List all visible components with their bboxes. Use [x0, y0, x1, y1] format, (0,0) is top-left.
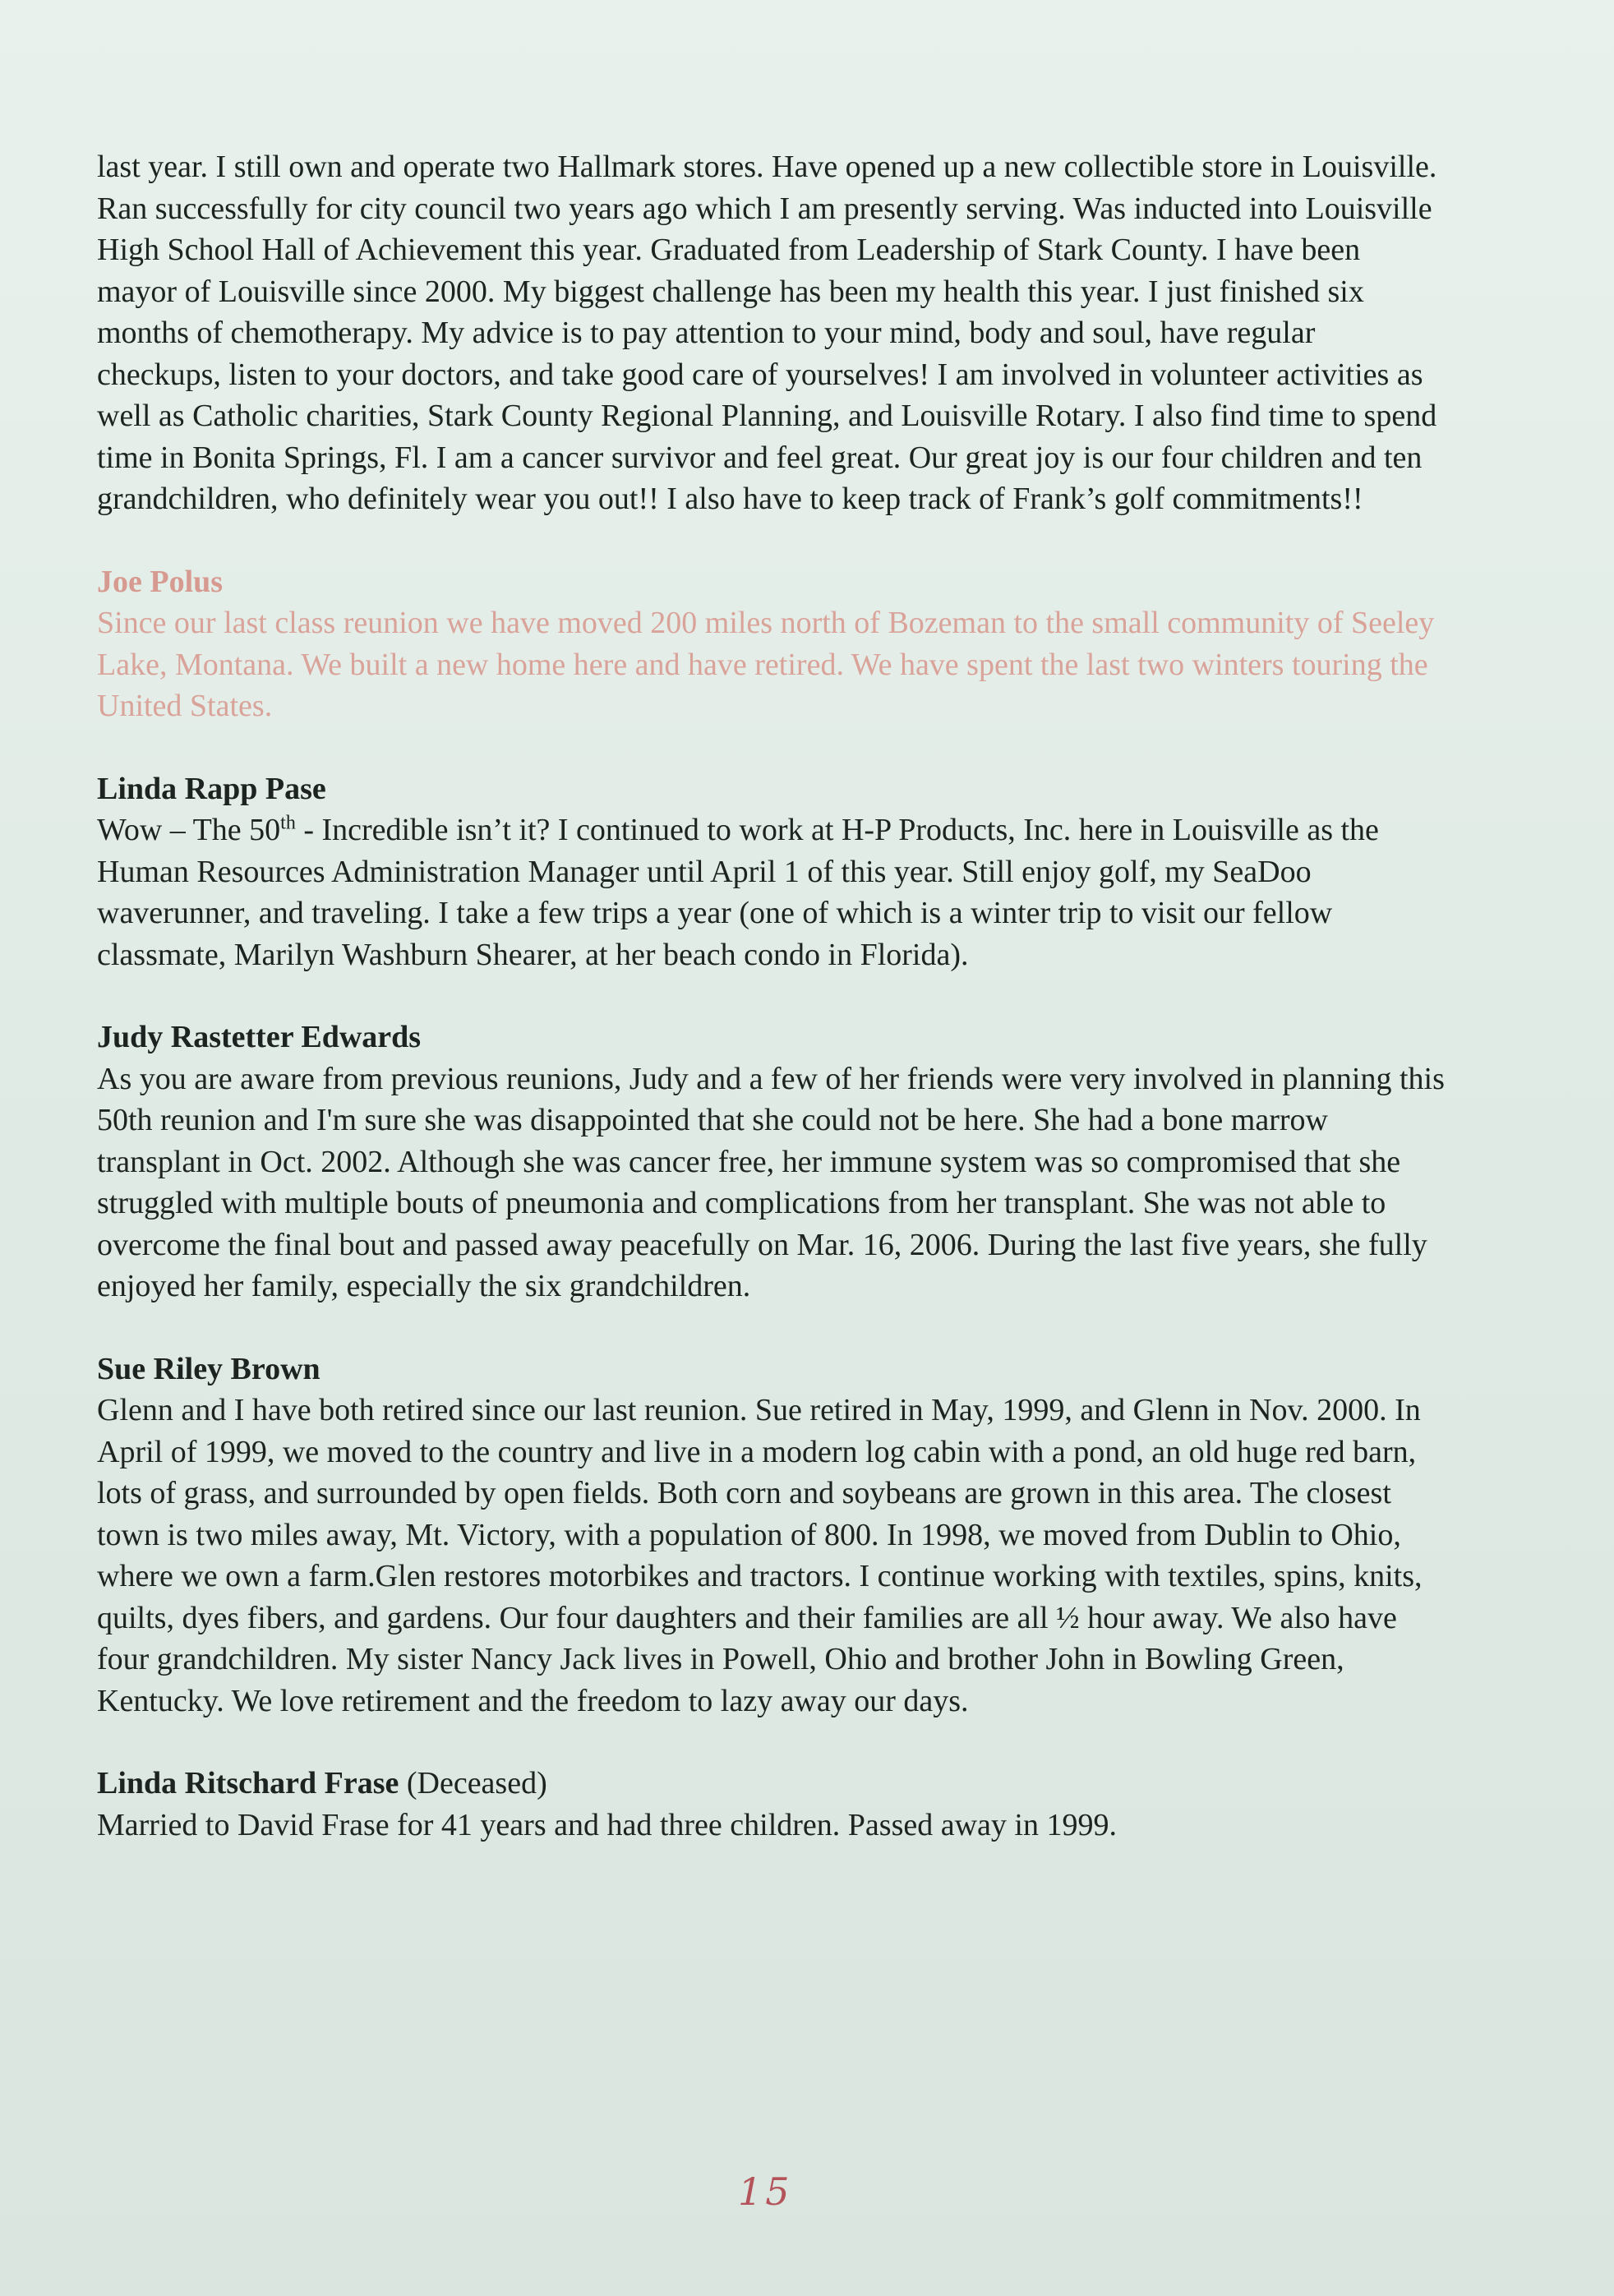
entry-text: As you are aware from previous reunions, Judy and a few of her friends were very involved in planning this 50th reunion and I'm sure she was disappointed that she could not be here. She had a bone marrow transplant in Oct. 2002. Although she was cancer free, her immune system was so compromised that she struggled with multiple bouts of pneumonia and complications from her transplant. She was not able to overcome the final bout and passed away peacefully on Mar. 16, 2006. During the last five years, she fully enjoyed her family, especially the six grandchildren.	[97, 1061, 1445, 1303]
entry-linda-rapp-pase	[97, 768, 1445, 976]
ordinal-suffix: th	[280, 812, 296, 834]
intro-paragraph: last year. I still own and operate two Hallmark stores. Have opened up a new collectible store in Louisville. Ran successfully for city council two years ago which I am presently serving. Was inducted into Louisville High School Hall of Achievement this year. Graduated from Leadership of Stark County. I have been mayor of Louisville since 2000. My biggest challenge has been my health this year. I just finished six months of chemotherapy. My advice is to pay attention to your mind, body and soul, have regular checkups, listen to your doctors, and take good care of yourselves! I am involved in volunteer activities as well as Catholic charities, Stark County Regional Planning, and Louisville Rotary. I also find time to spend time in Bonita Springs, Fl. I am a cancer survivor and feel great. Our great joy is our four children and ten grandchildren, who definitely wear you out!! I also have to keep track of Frank’s golf commitments!!	[97, 150, 1437, 516]
entry-text: Since our last class reunion we have moved 200 miles north of Bozeman to the small community of Seeley Lake, Montana. We built a new home here and have retired. We have spent the last two winters touring the United States.	[97, 606, 1435, 723]
entry-text: Glenn and I have both retired since our last reunion. Sue retired in May, 1999, and Glenn in Nov. 2000. In April of 1999, we moved to the country and live in a modern log cabin with a pond, an old huge red barn, lots of grass, and surrounded by open fields. Both corn and soybeans are grown in this area. The closest town is two miles away, Mt. Victory, with a population of 800. In 1998, we moved from Dublin to Ohio, where we own a farm.Glen restores motorbikes and tractors. I continue working with textiles, spins, knits, quilts, dyes fibers, and gardens. Our four daughters and their families are all ½ hour away. We also have four grandchildren. My sister Nancy Jack lives in Powell, Ohio and brother John in Bowling Green, Kentucky. We love retirement and the freedom to lazy away our days.	[97, 1393, 1423, 1718]
entry-name: Linda Rapp Pase	[97, 771, 326, 806]
entry-text: Married to David Frase for 41 years and had three children. Passed away in 1999.	[97, 1807, 1117, 1842]
entry-name-text: Linda Ritschard Frase	[97, 1766, 399, 1800]
entry-sue-riley-brown	[97, 1349, 1445, 1722]
entry-linda-ritschard-frase	[97, 1763, 1445, 1846]
page-content	[97, 146, 1445, 1846]
deceased-note: (Deceased)	[399, 1766, 547, 1800]
entry-name	[97, 1763, 1445, 1805]
entry-text-rest: - Incredible isn’t it? I continued to work at H-P Products, Inc. here in Louisville as the Human Resources Administration Manager until April 1 of this year. Still enjoy golf, my SeaDoo waverunner, and traveling. I take a few trips a year (one of which is a winter trip to visit our fellow classmate, Marilyn Washburn Shearer, at her beach condo in Florida).	[97, 813, 1379, 972]
entry-judy-rastetter-edwards	[97, 1017, 1445, 1307]
entry-name: Judy Rastetter Edwards	[97, 1020, 422, 1054]
entry-joe-polus	[97, 561, 1445, 727]
entry-name: Joe Polus	[97, 564, 224, 599]
entry-text-start: Wow – The 50	[97, 813, 281, 847]
page-number: 15	[738, 2169, 793, 2214]
entry-text	[97, 809, 1445, 975]
entry-name: Sue Riley Brown	[97, 1351, 320, 1386]
